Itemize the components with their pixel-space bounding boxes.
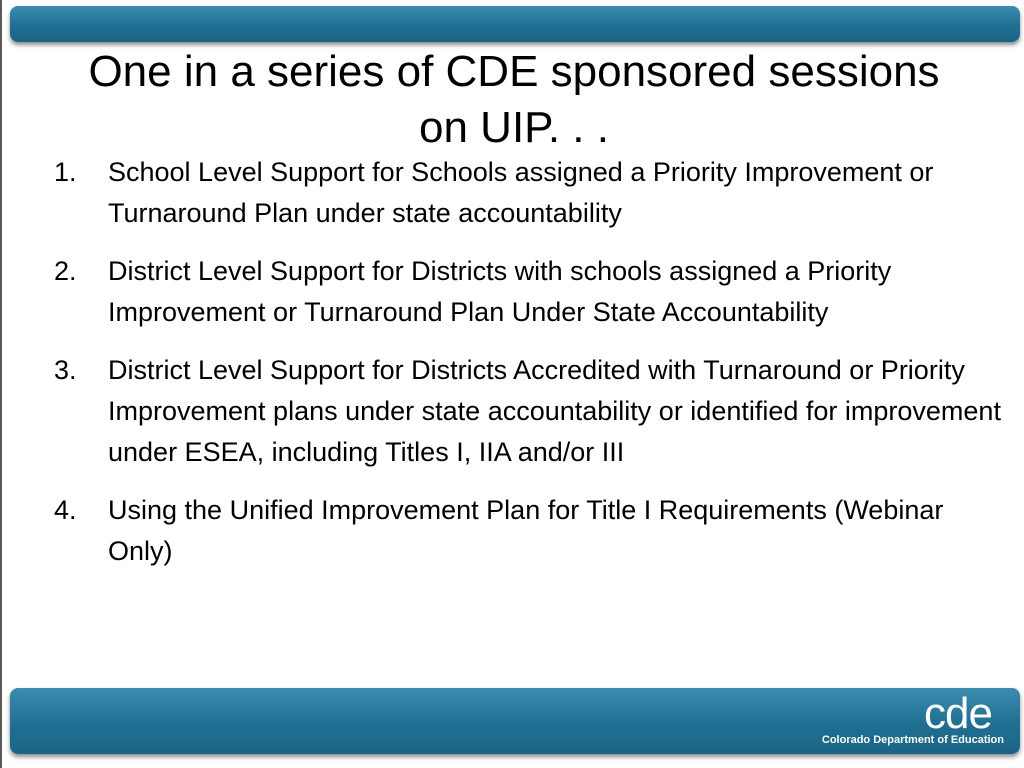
list-item-number: 4. — [54, 495, 77, 525]
top-banner-bar — [10, 6, 1020, 42]
list-item-text: School Level Support for Schools assigned a Priority Improvement or Turnaround Plan under state accountability — [108, 157, 934, 228]
list-item — [54, 350, 1004, 473]
cde-logo — [796, 689, 1006, 748]
list-item — [54, 251, 1004, 333]
list-item-number: 2. — [54, 256, 77, 286]
list-item — [54, 490, 1004, 572]
session-list — [54, 152, 1004, 589]
list-item-text: Using the Unified Improvement Plan for Title I Requirements (Webinar Only) — [108, 495, 944, 566]
footer-banner-bar — [10, 688, 1020, 754]
slide-title: One in a series of CDE sponsored sessions on UIP. . . — [88, 47, 940, 152]
list-item-text: District Level Support for Districts Accredited with Turnaround or Priority Improvement plans under state accountability or identified for improvement under ESEA, including Titles I, IIA and/or III — [108, 355, 1001, 467]
cde-logo-caption: Colorado Department of Education — [821, 734, 1004, 746]
list-item-number: 1. — [54, 157, 77, 187]
cde-logo-mark: cde — [924, 689, 992, 738]
list-item-number: 3. — [54, 355, 77, 385]
list-item — [54, 152, 1004, 234]
list-item-text: District Level Support for Districts with schools assigned a Priority Improvement or Turnaround Plan Under State Accountability — [108, 256, 892, 327]
